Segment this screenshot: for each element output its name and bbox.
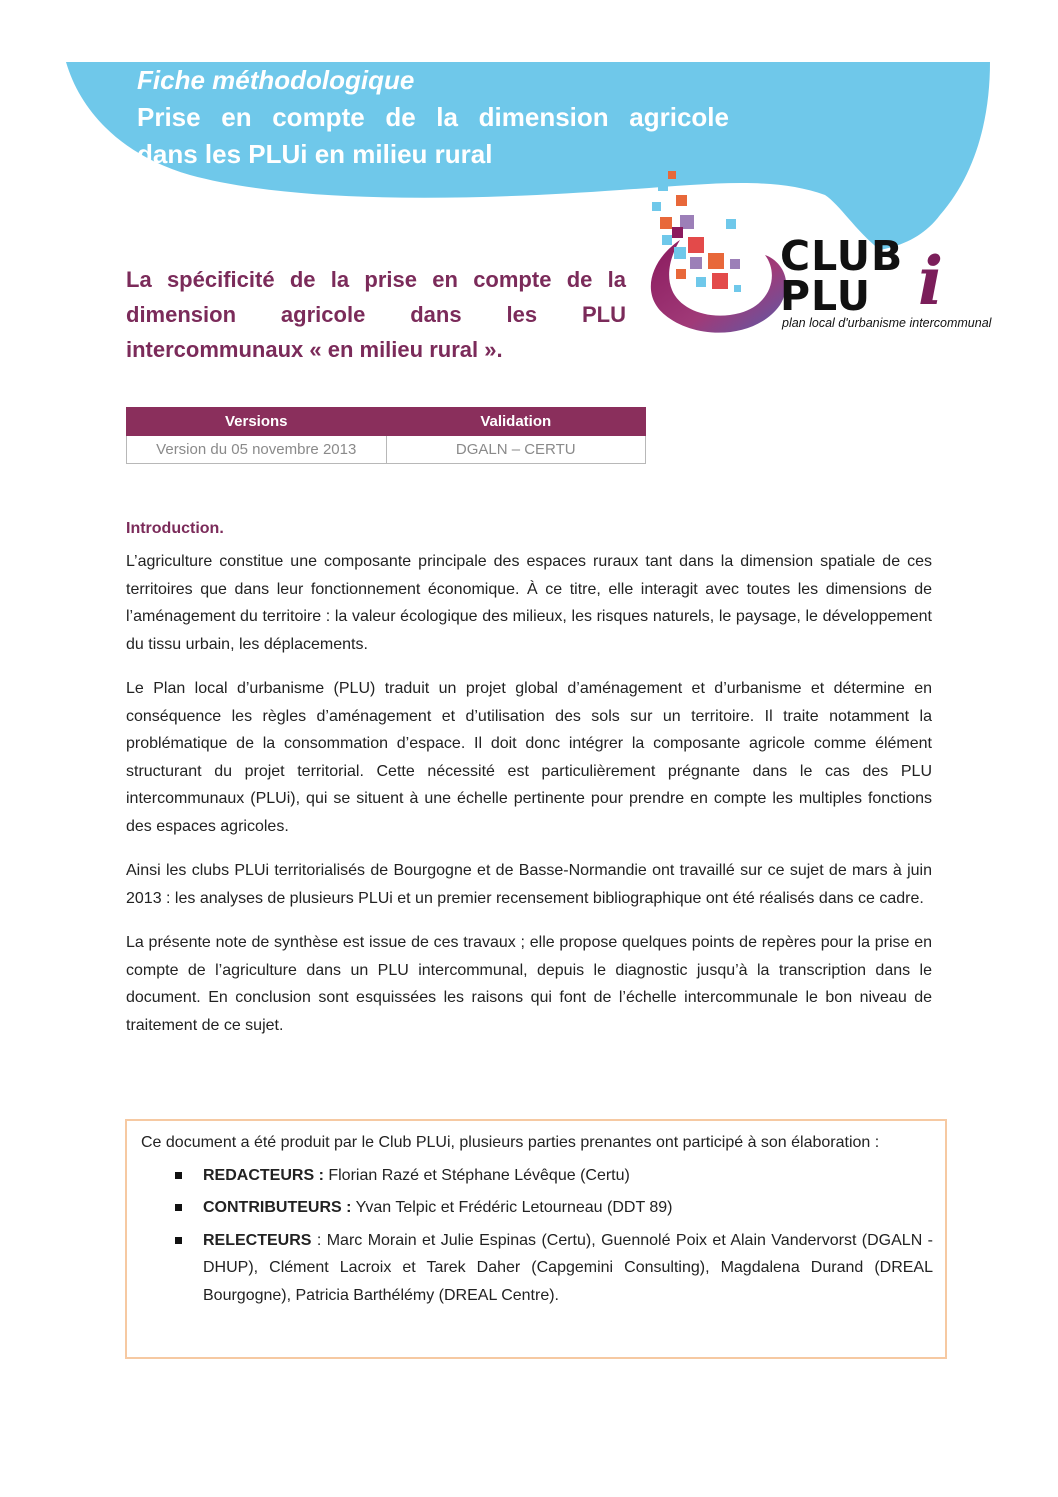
subtitle-line1: La spécificité de la prise en compte de la <box>126 267 626 292</box>
document-title-line1: Prise en compte de la dimension agricole <box>137 102 729 132</box>
credit-role: REDACTEURS : <box>203 1166 324 1184</box>
logo-club-text: CLUB <box>780 232 904 280</box>
intro-paragraph: La présente note de synthèse est issue de ces travaux ; elle propose quelques points de repères pour la prise en compte de l’agriculture dans un PLU intercommunal, depuis le diagnostic jusqu’à la transcription dans le document. En conclusion sont esquissées les raisons qui font de l’échelle intercommunale le bon niveau de traitement de ce sujet. <box>126 934 932 1034</box>
credits-list <box>141 1162 933 1310</box>
document-kicker: Fiche méthodologique <box>137 65 415 95</box>
versions-table <box>126 407 646 464</box>
credits-box <box>125 1119 947 1359</box>
header-versions: Versions <box>127 408 387 436</box>
header-title-block <box>137 62 729 173</box>
credit-names: : Marc Morain et Julie Espinas (Certu), Guennolé Poix et Alain Vandervorst (DGALN - DHUP), Clément Lacroix et Tarek Daher (Capgemini Consulting), Magdalena Durand (DREAL Bourgogne), Patricia Barthélémy (DREAL Centre). <box>203 1231 933 1304</box>
square-bullet-icon <box>175 1237 182 1244</box>
versions-table-header <box>127 408 646 436</box>
square-bullet-icon <box>175 1172 182 1179</box>
document-title-line2: dans les PLUi en milieu rural <box>137 139 493 169</box>
introduction-body <box>126 548 932 1056</box>
intro-paragraph: L’agriculture constitue une composante principale des espaces ruraux tant dans la dimension spatiale de ces territoires que dans leur fonctionnement économique. À ce titre, elle interagit avec toutes les dimensions de l’aménagement du territoire : la valeur écologique des milieux, les risques naturels, le paysage, le développement du tissu urbain, les déplacements. <box>126 553 932 653</box>
validation-cell: DGALN – CERTU <box>386 436 646 464</box>
table-row <box>127 436 646 464</box>
list-item <box>141 1227 933 1310</box>
intro-paragraph: Ainsi les clubs PLUi territorialisés de Bourgogne et de Basse-Normandie ont travaillé sur ce sujet de mars à juin 2013 : les analyses de plusieurs PLUi et un premier recensement bibliographique ont été réalisés dans ce cadre. <box>126 862 932 907</box>
list-item <box>141 1162 933 1190</box>
subtitle-line2: dimension agricole dans les PLU <box>126 302 626 327</box>
credit-names: Florian Razé et Stéphane Lévêque (Certu) <box>323 1166 630 1184</box>
version-cell: Version du 05 novembre 2013 <box>127 436 387 464</box>
credit-role: RELECTEURS <box>203 1231 312 1249</box>
credits-intro: Ce document a été produit par le Club PLUi, plusieurs parties prenantes ont participé à son élaboration : <box>141 1134 880 1151</box>
page-subtitle <box>126 262 626 367</box>
header-validation: Validation <box>386 408 646 436</box>
logo-i-letter: i <box>918 242 944 320</box>
introduction-heading: Introduction. <box>126 520 224 537</box>
intro-paragraph: Le Plan local d’urbanisme (PLU) traduit un projet global d’aménagement et d’urbanisme et détermine en conséquence les règles d’aménagement et d’utilisation des sols sur un territoire. Il traite notamment la problématique de la consommation d’espace. Il doit donc intégrer la composante agricole comme élément structurant du projet territorial. Cette nécessité est particulièrement prégnante dans le cas des PLU intercommunaux (PLUi), qui se situent à une échelle pertinente pour prendre en compte les multiples fonctions des espaces agricoles. <box>126 680 932 835</box>
subtitle-line3: intercommunaux « en milieu rural ». <box>126 337 503 362</box>
logo-tagline: plan local d'urbanisme intercommunal <box>782 316 992 330</box>
square-bullet-icon <box>175 1204 182 1211</box>
credit-names: Yvan Telpic et Frédéric Letourneau (DDT 89) <box>351 1199 673 1216</box>
list-item <box>141 1194 933 1222</box>
logo-plu-text: PLU <box>780 272 872 320</box>
credit-role: CONTRIBUTEURS : <box>203 1199 352 1216</box>
